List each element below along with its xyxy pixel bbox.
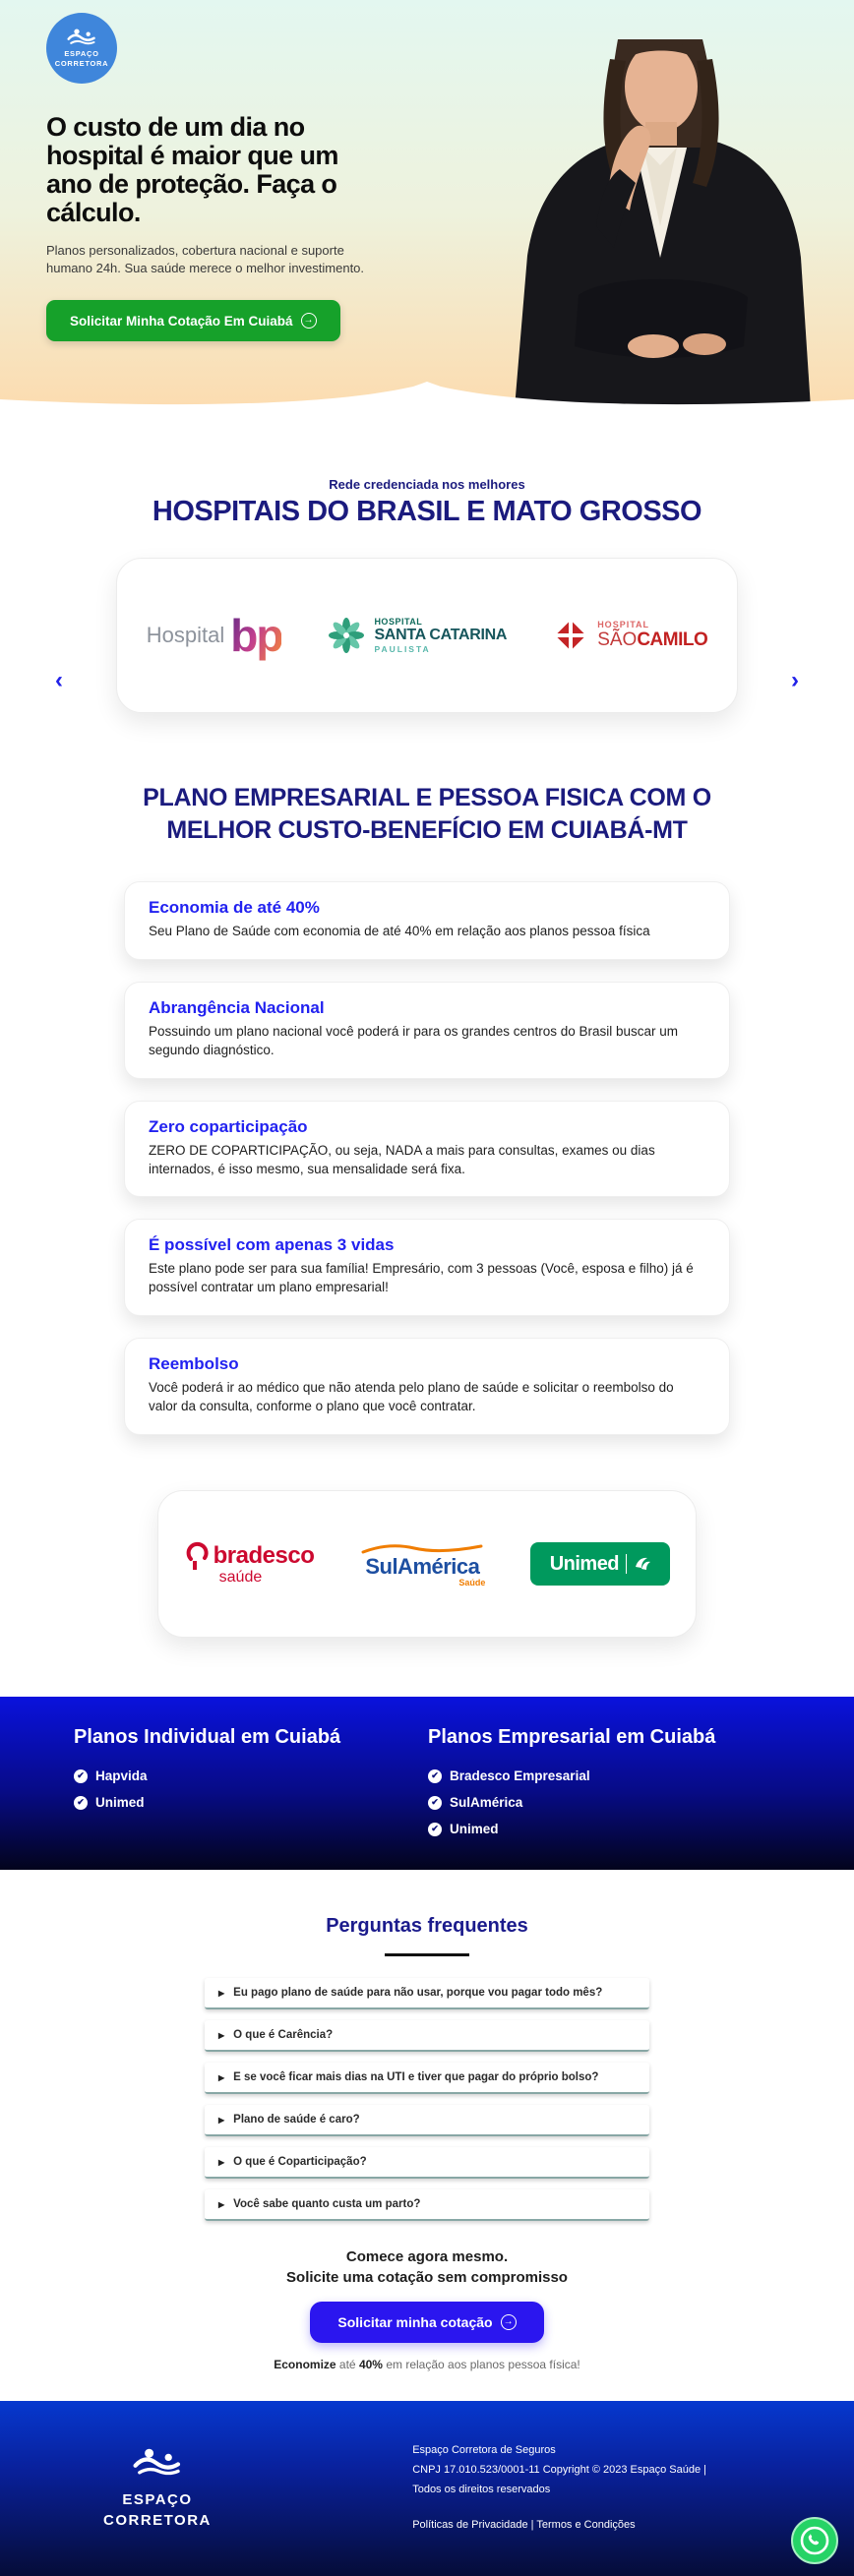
check-circle-icon: ✔ [74, 1769, 88, 1783]
carousel-prev-button[interactable]: ‹ [49, 666, 69, 695]
sulamerica-word: SulAmérica [365, 1554, 480, 1580]
card-title: É possível com apenas 3 vidas [149, 1235, 395, 1255]
camilo-camilo: CAMILO [637, 629, 708, 650]
faq-question: Plano de saúde é caro? [233, 2114, 360, 2127]
footer-rights: Todos os direitos reservados [412, 2484, 551, 2496]
footer-info [412, 2441, 706, 2535]
check-circle-icon: ✔ [428, 1823, 442, 1836]
request-quote-button[interactable] [46, 300, 340, 341]
arrow-right-circle-icon: → [301, 313, 317, 329]
benefit-card-3vidas [124, 1219, 730, 1316]
note-text: em relação aos planos pessoa física! [382, 2358, 580, 2372]
triangle-right-icon: ▶ [218, 1988, 225, 1998]
hero-headline: O custo de um dia no hospital é maior que um ano de proteção. Faça o cálculo. [46, 112, 338, 228]
plans-individual-column [74, 1726, 428, 1836]
hospitals-section [0, 408, 854, 782]
faq-title-underline [385, 1953, 469, 1956]
faq-section [0, 1915, 854, 2221]
swimmer-icon [130, 2446, 185, 2480]
footer-legal-links[interactable]: Políticas de Privacidade | Termos e Condições [412, 2518, 636, 2531]
card-body: Você poderá ir ao médico que não atenda pelo plano de saúde e solicitar o reembolso do valor da consulta, conforme o plano que você contratar. [149, 1380, 674, 1414]
note-text: até [336, 2358, 359, 2372]
benefits-title: PLANO EMPRESARIAL E PESSOA FISICA COM O MELHOR CUSTO-BENEFÍCIO EM CUIABÁ-MT [143, 784, 711, 844]
hero-subheadline: Planos personalizados, cobertura nacional e suporte humano 24h. Sua saúde merece o melhor investimento. [46, 242, 365, 276]
footer-logo-text: ESPAÇO CORRETORA [103, 2491, 212, 2529]
arrow-right-circle-icon: → [501, 2314, 517, 2330]
plans-individual-title: Planos Individual em Cuiabá [74, 1726, 341, 1749]
sc-line2: SANTA CATARINA [374, 627, 508, 643]
benefit-cards [124, 881, 730, 1435]
carousel-next-button[interactable]: › [785, 666, 805, 695]
check-circle-icon: ✔ [428, 1769, 442, 1783]
card-title: Zero coparticipação [149, 1116, 308, 1136]
plan-item [428, 1795, 715, 1810]
footer-cnpj: CNPJ 17.010.523/0001-11 Copyright © 2023 Espaço Saúde | [412, 2464, 706, 2477]
unimed-divider [626, 1554, 627, 1574]
card-body: ZERO DE COPARTICIPAÇÃO, ou seja, NADA a mais para consultas, exames ou dias internados, é isso mesmo, sua mensalidade será fixa. [149, 1142, 655, 1176]
plan-item-label: Unimed [95, 1795, 145, 1811]
triangle-right-icon: ▶ [218, 2157, 225, 2167]
unimed-logo [530, 1542, 670, 1586]
plan-item-label: Hapvida [95, 1768, 148, 1784]
plans-business-column [428, 1726, 715, 1836]
plan-item-label: Bradesco Empresarial [450, 1768, 590, 1784]
note-bold: 40% [358, 2358, 383, 2372]
faq-item-4[interactable] [205, 2105, 649, 2136]
plan-item [74, 1795, 428, 1810]
sc-line1: HOSPITAL [374, 617, 423, 627]
plans-band [0, 1697, 854, 1870]
check-circle-icon: ✔ [428, 1796, 442, 1810]
bradesco-icon [184, 1541, 210, 1571]
benefits-section [0, 782, 854, 1638]
plans-business-title: Planos Empresarial em Cuiabá [428, 1726, 716, 1749]
card-body: Seu Plano de Saúde com economia de até 40% em relação aos planos pessoa física [149, 924, 650, 938]
faq-item-5[interactable] [205, 2147, 649, 2179]
faq-question: O que é Coparticipação? [233, 2156, 367, 2169]
faq-question: O que é Carência? [233, 2029, 334, 2042]
hospital-santa-catarina-logo [327, 616, 507, 655]
faq-item-1[interactable] [205, 1978, 649, 2009]
cta-line2: Solicite uma cotação sem compromisso [286, 2269, 568, 2287]
request-quote-bottom-button[interactable] [310, 2302, 543, 2343]
plan-item-label: Unimed [450, 1822, 499, 1837]
faq-title: Perguntas frequentes [326, 1915, 528, 1938]
faq-item-6[interactable] [205, 2189, 649, 2221]
faq-question: Eu pago plano de saúde para não usar, porque vou pagar todo mês? [233, 1987, 603, 2000]
plan-item-label: SulAmérica [450, 1795, 523, 1811]
brand-logo-text: ESPAÇO CORRETORA [54, 49, 109, 68]
cta-note [0, 2358, 854, 2371]
benefit-card-coparticipacao [124, 1101, 730, 1198]
triangle-right-icon: ▶ [218, 2199, 225, 2209]
camilo-line1: HOSPITAL [597, 620, 650, 629]
bradesco-word: bradesco [213, 1542, 315, 1570]
plan-item [74, 1768, 428, 1783]
faq-question: E se você ficar mais dias na UTI e tiver que pagar do próprio bolso? [233, 2071, 599, 2084]
footer-company: Espaço Corretora de Seguros [412, 2444, 556, 2457]
faq-item-2[interactable] [205, 2020, 649, 2052]
whatsapp-button[interactable] [791, 2517, 838, 2564]
note-bold: Economize [274, 2358, 336, 2372]
bp-mark: bp [230, 610, 282, 661]
faq-question: Você sabe quanto custa um parto? [233, 2198, 421, 2211]
swimmer-icon [65, 28, 98, 47]
unimed-bird-icon [634, 1555, 651, 1573]
card-body: Possuindo um plano nacional você poderá ir para os grandes centros do Brasil buscar um segundo diagnóstico. [149, 1023, 679, 1057]
hospital-bp-logo [147, 609, 282, 662]
card-body: Este plano pode ser para sua família! Empresário, com 3 pessoas (Você, esposa e filho) já é possível contratar um plano empresarial! [149, 1261, 694, 1295]
card-title: Reembolso [149, 1354, 239, 1374]
benefit-card-reembolso [124, 1338, 730, 1435]
plan-item [428, 1768, 715, 1783]
bradesco-sub: saúde [218, 1569, 263, 1587]
footer [0, 2401, 854, 2576]
wave-divider [0, 382, 854, 408]
card-title: Abrangência Nacional [149, 997, 325, 1017]
hospital-sao-camilo-logo [552, 617, 707, 654]
sc-line3: PAULISTA [374, 644, 431, 654]
unimed-word: Unimed [549, 1552, 620, 1575]
cta-section [0, 2247, 854, 2371]
benefit-card-economia [124, 881, 730, 960]
plan-item [428, 1822, 715, 1836]
triangle-right-icon: ▶ [218, 2115, 225, 2125]
sulamerica-logo [359, 1540, 485, 1588]
sulamerica-sub: Saúde [458, 1578, 486, 1588]
triangle-right-icon: ▶ [218, 2072, 225, 2082]
diamond-cross-icon [552, 617, 589, 654]
bradesco-saude-logo [184, 1541, 315, 1587]
hospitals-title: HOSPITAIS DO BRASIL E MATO GROSSO [152, 496, 702, 527]
cta-line1: Comece agora mesmo. [345, 2248, 509, 2266]
request-quote-bottom-label: Solicitar minha cotação [337, 2314, 493, 2331]
bp-word: Hospital [146, 623, 225, 647]
hospital-logos-carousel[interactable] [116, 558, 738, 713]
flower-icon [327, 616, 366, 655]
hero-section [0, 0, 854, 408]
check-circle-icon: ✔ [74, 1796, 88, 1810]
brand-logo [46, 13, 117, 84]
triangle-right-icon: ▶ [218, 2030, 225, 2040]
benefit-card-abrangencia [124, 982, 730, 1079]
request-quote-label: Solicitar Minha Cotação Em Cuiabá [70, 313, 293, 329]
faq-item-3[interactable] [205, 2063, 649, 2094]
camilo-sao: SÃO [597, 629, 638, 650]
hospitals-kicker: Rede credenciada nos melhores [329, 477, 525, 492]
insurer-logos-card [157, 1490, 697, 1638]
card-title: Economia de até 40% [149, 898, 320, 917]
